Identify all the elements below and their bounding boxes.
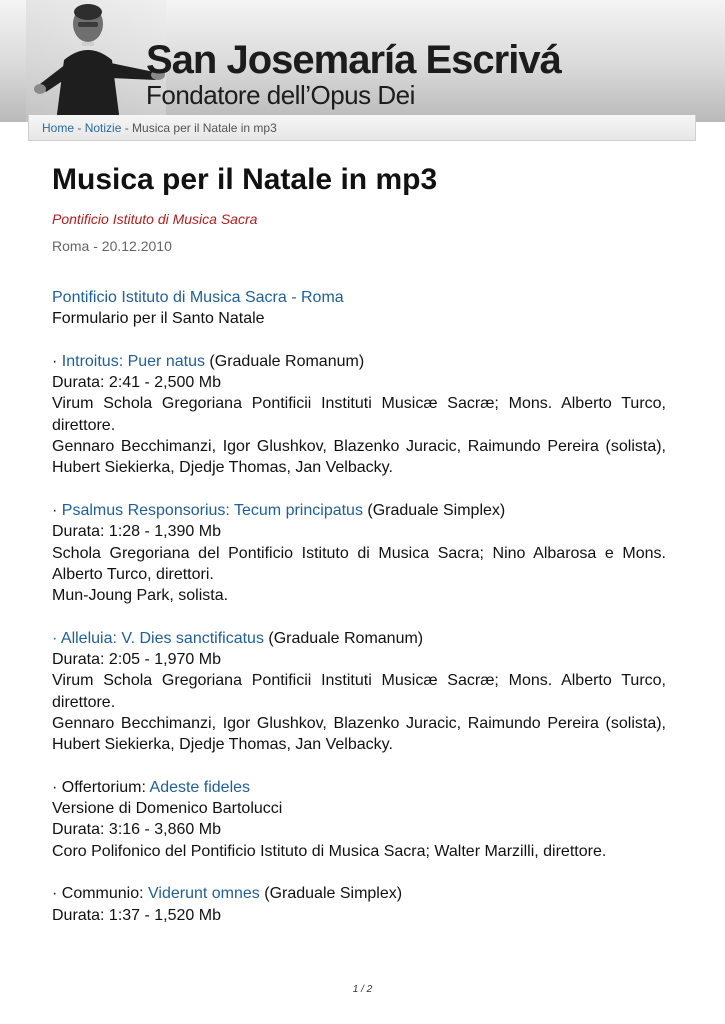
article <box>52 160 666 947</box>
breadcrumb-separator: - <box>121 121 133 135</box>
track-duration: Durata: 1:37 - 1,520 Mb <box>52 906 221 924</box>
track-soloists: Gennaro Becchimanzi, Igor Glushkov, Blazenko Juracic, Raimundo Pereira (solista), Hubert Siekierka, Djedje Thomas, Jan Velbacky. <box>52 438 666 477</box>
track-link[interactable]: Adeste fideles <box>149 778 251 796</box>
page-title: Musica per il Natale in mp3 <box>52 163 438 196</box>
track-suffix: (Graduale Simplex) <box>259 885 403 903</box>
track-item <box>52 500 666 606</box>
track-prefix: · Offertorium: <box>52 778 150 796</box>
track-soloists: Mun-Joung Park, solista. <box>52 587 229 605</box>
article-body <box>52 287 666 926</box>
track-version: Versione di Domenico Bartolucci <box>52 800 283 818</box>
track-performers: Schola Gregoriana del Pontificio Istituto di Musica Sacra; Nino Albarosa e Mons. Alberto Turco, direttori. <box>52 544 666 583</box>
track-item <box>52 777 666 862</box>
track-performers: Virum Schola Gregoriana Pontificii Instituti Musicæ Sacræ; Mons. Alberto Turco, direttore. <box>52 395 666 434</box>
site-subtitle: Fondatore dell’Opus Dei <box>146 80 415 110</box>
track-duration: Durata: 3:16 - 3,860 Mb <box>52 821 221 839</box>
article-source: Pontificio Istituto di Musica Sacra <box>52 211 258 227</box>
intro-paragraph <box>52 287 666 330</box>
track-suffix: (Graduale Romanum) <box>263 629 424 647</box>
article-date: Roma - 20.12.2010 <box>52 238 172 254</box>
breadcrumb-home-link[interactable]: Home <box>42 121 75 135</box>
page-number: 1 / 2 <box>352 984 373 995</box>
site-title: San Josemaría Escrivá <box>146 38 561 82</box>
track-link[interactable]: Viderunt omnes <box>148 885 260 903</box>
breadcrumb-current: Musica per il Natale in mp3 <box>132 121 277 135</box>
breadcrumb-separator: - <box>74 121 85 135</box>
track-duration: Durata: 2:41 - 2,500 Mb <box>52 374 221 392</box>
breadcrumb-news-link[interactable]: Notizie <box>84 121 122 135</box>
track-item <box>52 351 666 479</box>
track-prefix: · <box>52 352 62 370</box>
track-prefix: · Communio: <box>52 885 149 903</box>
track-duration: Durata: 1:28 - 1,390 Mb <box>52 523 221 541</box>
track-link[interactable]: Psalmus Responsorius: Tecum principatus <box>61 501 363 519</box>
portrait-image <box>26 0 166 122</box>
track-soloists: Gennaro Becchimanzi, Igor Glushkov, Blazenko Juracic, Raimundo Pereira (solista), Hubert Siekierka, Djedje Thomas, Jan Velbacky. <box>52 714 666 754</box>
track-performers: Virum Schola Gregoriana Pontificii Instituti Musicæ Sacræ; Mons. Alberto Turco, direttore. <box>52 672 666 711</box>
track-duration: Durata: 2:05 - 1,970 Mb <box>52 651 221 669</box>
site-header <box>0 0 725 122</box>
track-link[interactable]: Introitus: Puer natus <box>61 352 205 370</box>
track-suffix: (Graduale Simplex) <box>362 501 506 519</box>
intro-text: Formulario per il Santo Natale <box>52 310 265 328</box>
track-performers: Coro Polifonico del Pontificio Istituto di Musica Sacra; Walter Marzilli, direttore. <box>52 842 607 860</box>
track-item <box>52 883 666 926</box>
track-suffix: (Graduale Romanum) <box>204 352 365 370</box>
track-prefix: · <box>52 501 62 519</box>
breadcrumb <box>28 115 696 141</box>
track-item <box>52 628 666 756</box>
intro-link[interactable]: Pontificio Istituto di Musica Sacra - Roma <box>52 289 344 306</box>
track-link[interactable]: · Alleluia: V. Dies sanctificatus <box>52 629 264 647</box>
